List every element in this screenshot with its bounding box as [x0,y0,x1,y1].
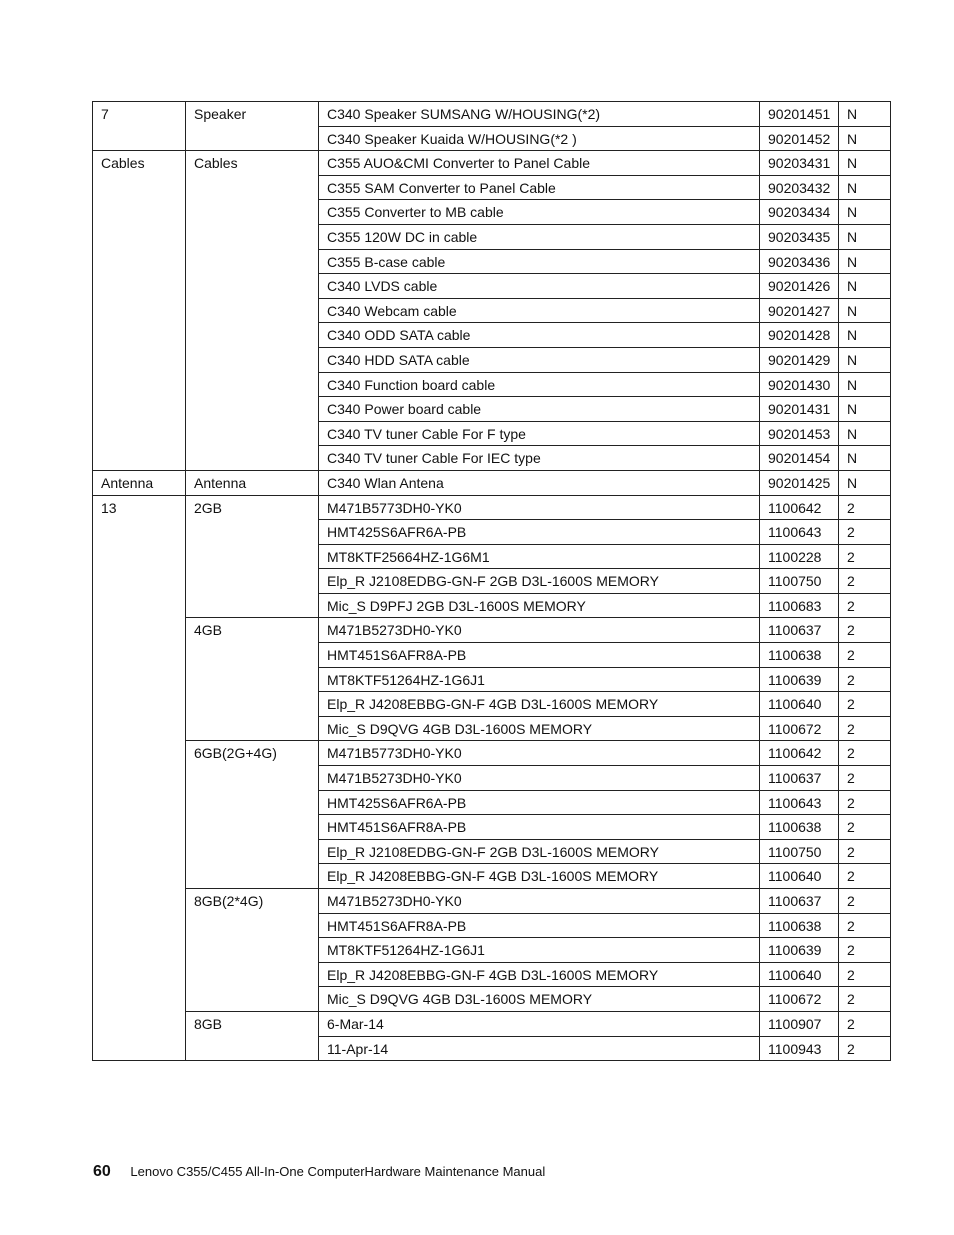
type-cell: N [839,298,891,323]
description-cell: C340 Power board cable [319,397,760,422]
description-cell: C340 LVDS cable [319,274,760,299]
part-number-cell: 1100639 [760,938,839,963]
part-number-cell: 1100228 [760,544,839,569]
part-number-cell: 1100640 [760,962,839,987]
type-cell: 2 [839,692,891,717]
type-cell: 2 [839,864,891,889]
subcategory-cell: Cables [186,151,319,471]
part-number-cell: 1100643 [760,790,839,815]
manual-title: Lenovo C355/C455 All-In-One ComputerHardware Maintenance Manual [130,1164,546,1179]
part-number-cell: 1100643 [760,520,839,545]
description-cell: C340 Function board cable [319,372,760,397]
table-row [93,741,891,766]
type-cell: N [839,126,891,151]
description-cell: M471B5273DH0-YK0 [319,889,760,914]
type-cell: 2 [839,1036,891,1061]
description-cell: M471B5773DH0-YK0 [319,741,760,766]
part-number-cell: 1100638 [760,643,839,668]
type-cell: 2 [839,618,891,643]
description-cell: C340 Webcam cable [319,298,760,323]
type-cell: N [839,274,891,299]
part-number-cell: 90203434 [760,200,839,225]
part-number-cell: 90201428 [760,323,839,348]
part-number-cell: 1100637 [760,618,839,643]
description-cell: C340 Wlan Antena [319,470,760,495]
part-number-cell: 90201452 [760,126,839,151]
part-number-cell: 90201425 [760,470,839,495]
type-cell: N [839,249,891,274]
description-cell: HMT425S6AFR6A-PB [319,790,760,815]
part-number-cell: 1100642 [760,741,839,766]
part-number-cell: 90203435 [760,224,839,249]
type-cell: 2 [839,790,891,815]
type-cell: 2 [839,815,891,840]
page-number: 60 [93,1163,111,1180]
type-cell: 2 [839,987,891,1012]
type-cell: N [839,470,891,495]
part-number-cell: 90201430 [760,372,839,397]
description-cell: C340 TV tuner Cable For IEC type [319,446,760,471]
type-cell: N [839,397,891,422]
table-row [93,889,891,914]
description-cell: C340 TV tuner Cable For F type [319,421,760,446]
type-cell: N [839,347,891,372]
description-cell: Mic_S D9QVG 4GB D3L-1600S MEMORY [319,716,760,741]
type-cell: N [839,446,891,471]
type-cell: N [839,200,891,225]
type-cell: 2 [839,839,891,864]
type-cell: 2 [839,741,891,766]
description-cell: HMT451S6AFR8A-PB [319,913,760,938]
type-cell: 2 [839,1011,891,1036]
parts-table-body [93,102,891,1061]
part-number-cell: 1100638 [760,913,839,938]
part-number-cell: 1100672 [760,716,839,741]
part-number-cell: 90201429 [760,347,839,372]
category-cell: Cables [93,151,186,471]
part-number-cell: 1100639 [760,667,839,692]
description-cell: C355 B-case cable [319,249,760,274]
part-number-cell: 1100907 [760,1011,839,1036]
description-cell: C355 Converter to MB cable [319,200,760,225]
part-number-cell: 1100750 [760,839,839,864]
type-cell: 2 [839,593,891,618]
description-cell: 6-Mar-14 [319,1011,760,1036]
type-cell: 2 [839,495,891,520]
type-cell: 2 [839,962,891,987]
type-cell: 2 [839,569,891,594]
description-cell: Elp_R J4208EBBG-GN-F 4GB D3L-1600S MEMORY [319,962,760,987]
part-number-cell: 90201426 [760,274,839,299]
subcategory-cell: 6GB(2G+4G) [186,741,319,889]
part-number-cell: 1100750 [760,569,839,594]
description-cell: Elp_R J4208EBBG-GN-F 4GB D3L-1600S MEMORY [319,692,760,717]
part-number-cell: 1100637 [760,766,839,791]
category-cell: Antenna [93,470,186,495]
description-cell: C340 Speaker Kuaida W/HOUSING(*2 ) [319,126,760,151]
part-number-cell: 90201431 [760,397,839,422]
subcategory-cell: 2GB [186,495,319,618]
description-cell: C355 SAM Converter to Panel Cable [319,175,760,200]
part-number-cell: 1100943 [760,1036,839,1061]
part-number-cell: 90201454 [760,446,839,471]
table-row [93,1011,891,1036]
part-number-cell: 90203431 [760,151,839,176]
subcategory-cell: Antenna [186,470,319,495]
part-number-cell: 1100672 [760,987,839,1012]
type-cell: N [839,151,891,176]
part-number-cell: 1100640 [760,692,839,717]
page-footer [93,1163,545,1181]
description-cell: MT8KTF51264HZ-1G6J1 [319,667,760,692]
description-cell: HMT451S6AFR8A-PB [319,643,760,668]
part-number-cell: 1100638 [760,815,839,840]
type-cell: 2 [839,544,891,569]
table-row [93,102,891,127]
part-number-cell: 1100640 [760,864,839,889]
part-number-cell: 90203432 [760,175,839,200]
description-cell: MT8KTF51264HZ-1G6J1 [319,938,760,963]
description-cell: C340 HDD SATA cable [319,347,760,372]
type-cell: N [839,323,891,348]
description-cell: Mic_S D9QVG 4GB D3L-1600S MEMORY [319,987,760,1012]
description-cell: M471B5773DH0-YK0 [319,495,760,520]
description-cell: Elp_R J2108EDBG-GN-F 2GB D3L-1600S MEMORY [319,569,760,594]
description-cell: C340 Speaker SUMSANG W/HOUSING(*2) [319,102,760,127]
type-cell: N [839,421,891,446]
type-cell: 2 [839,938,891,963]
description-cell: HMT425S6AFR6A-PB [319,520,760,545]
subcategory-cell: 4GB [186,618,319,741]
table-row [93,151,891,176]
part-number-cell: 90201427 [760,298,839,323]
parts-table [92,101,891,1061]
description-cell: HMT451S6AFR8A-PB [319,815,760,840]
part-number-cell: 1100642 [760,495,839,520]
part-number-cell: 90201451 [760,102,839,127]
category-cell: 13 [93,495,186,1061]
type-cell: 2 [839,766,891,791]
subcategory-cell: 8GB [186,1011,319,1060]
type-cell: 2 [839,889,891,914]
type-cell: 2 [839,520,891,545]
description-cell: MT8KTF25664HZ-1G6M1 [319,544,760,569]
table-row [93,470,891,495]
subcategory-cell: Speaker [186,102,319,151]
type-cell: N [839,224,891,249]
type-cell: 2 [839,913,891,938]
type-cell: N [839,372,891,397]
type-cell: 2 [839,667,891,692]
description-cell: C340 ODD SATA cable [319,323,760,348]
description-cell: Mic_S D9PFJ 2GB D3L-1600S MEMORY [319,593,760,618]
type-cell: 2 [839,716,891,741]
part-number-cell: 1100637 [760,889,839,914]
description-cell: 11-Apr-14 [319,1036,760,1061]
description-cell: M471B5273DH0-YK0 [319,766,760,791]
type-cell: N [839,102,891,127]
type-cell: 2 [839,643,891,668]
description-cell: M471B5273DH0-YK0 [319,618,760,643]
category-cell: 7 [93,102,186,151]
type-cell: N [839,175,891,200]
table-row [93,618,891,643]
part-number-cell: 90201453 [760,421,839,446]
description-cell: Elp_R J4208EBBG-GN-F 4GB D3L-1600S MEMORY [319,864,760,889]
part-number-cell: 90203436 [760,249,839,274]
subcategory-cell: 8GB(2*4G) [186,889,319,1012]
description-cell: Elp_R J2108EDBG-GN-F 2GB D3L-1600S MEMORY [319,839,760,864]
part-number-cell: 1100683 [760,593,839,618]
description-cell: C355 120W DC in cable [319,224,760,249]
table-row [93,495,891,520]
description-cell: C355 AUO&CMI Converter to Panel Cable [319,151,760,176]
